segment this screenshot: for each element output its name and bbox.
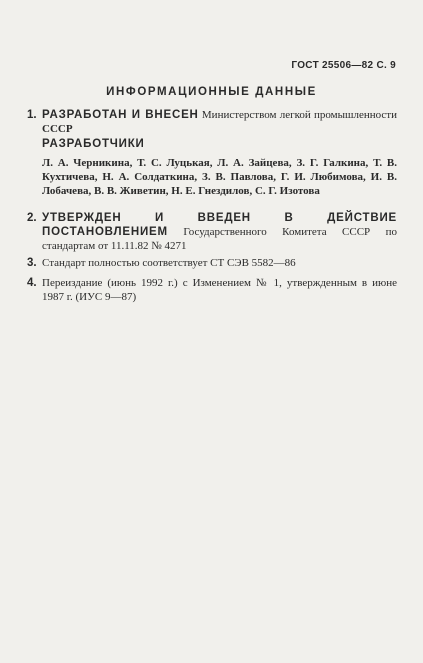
info-item-1 xyxy=(27,108,397,136)
item-number: 2. xyxy=(27,212,37,224)
item-text: Государственного Комитета СССР по стандартам от 11.11.82 № 4271 xyxy=(42,226,397,252)
item-body xyxy=(42,108,397,136)
developers-heading: РАЗРАБОТЧИКИ xyxy=(42,138,145,150)
item-number: 3. xyxy=(27,257,37,269)
item-number: 4. xyxy=(27,277,37,289)
developers-names: Л. А. Черникина, Т. С. Луцькая, Л. А. Зайцева, З. Г. Галкина, Т. В. Кухтичева, Н. А. Солдаткина, З. В. Павлова, Г. И. Любимова, И. В. Лобачева, В. В. Живетин, Н. Е. Гнездилов, С. Г. Изотова xyxy=(42,157,397,197)
info-item-2 xyxy=(27,211,397,253)
document-title: ИНФОРМАЦИОННЫЕ ДАННЫЕ xyxy=(106,86,317,98)
info-item-4 xyxy=(27,276,397,304)
item-heading: УТВЕРЖДЕН И ВВЕДЕН В ДЕЙСТВИЕ ПОСТАНОВЛЕНИЕМ xyxy=(42,212,397,238)
item-heading: РАЗРАБОТАН И ВНЕСЕН xyxy=(42,109,199,121)
item-body xyxy=(42,276,397,304)
item-text: Стандарт полностью соответствует СТ СЭВ 5582—86 xyxy=(42,257,296,269)
item-body xyxy=(42,211,397,253)
item-body xyxy=(42,256,397,270)
item-text: Министерством легкой промышленности xyxy=(198,109,398,121)
item-text-bold: СССР xyxy=(42,123,73,135)
item-text: Переиздание (июнь 1992 г.) с Изменением № 1, утвержденным в июне 1987 г. (ИУС 9—87) xyxy=(42,277,397,303)
info-item-3 xyxy=(27,256,397,270)
page-header-reference: ГОСТ 25506—82 С. 9 xyxy=(291,60,396,71)
item-number: 1. xyxy=(27,109,37,121)
